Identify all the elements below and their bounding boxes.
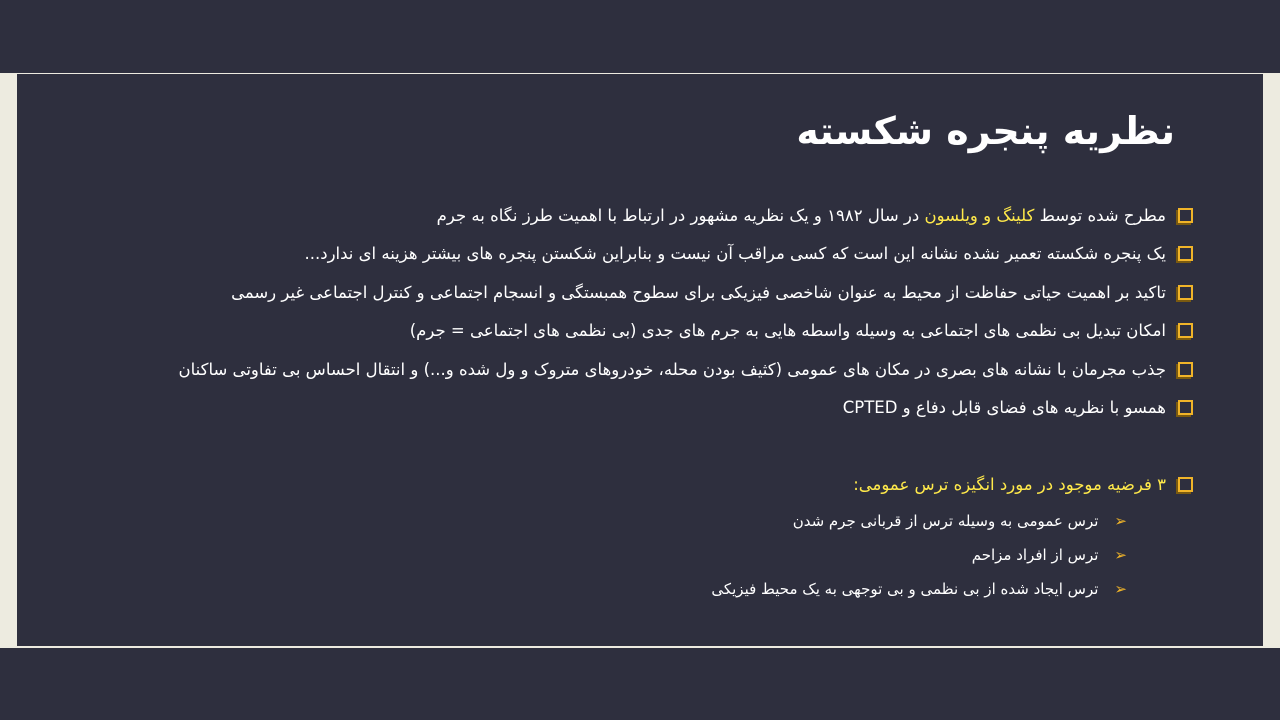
arrow-bullet-icon: ➢ [1114,580,1127,598]
bullet-item [178,273,1193,312]
section-heading [853,464,1193,504]
square-bullet-icon [1178,285,1193,300]
sub-bullet-item [711,538,1127,572]
sub-bullet-list [711,504,1127,606]
section-heading-text: ۳ فرضیه موجود در مورد انگیزه ترس عمومی: [853,474,1166,494]
arrow-bullet-icon: ➢ [1114,512,1127,530]
sub-bullet-text: ترس از افراد مزاحم [971,546,1099,564]
highlight-names: کلینگ و ویلسون [924,205,1035,225]
sub-bullet-text: ترس عمومی به وسیله ترس از قربانی جرم شدن [792,512,1099,530]
slide-panel [17,74,1263,646]
bullet-item [178,235,1193,274]
bullet-item [178,350,1193,389]
bullet-list [178,196,1193,427]
slide-title: نظریه پنجره شکسته [796,109,1175,153]
hypothesis-section [853,464,1193,504]
sub-bullet-item [711,572,1127,606]
bullet-text: یک پنجره شکسته تعمیر نشده نشانه این است که کسی مراقب آن نیست و بنابراین شکستن پنجره های بیشتر هزینه ای ندارد... [304,244,1166,264]
bullet-item [178,389,1193,428]
arrow-bullet-icon: ➢ [1114,546,1127,564]
slide-frame [0,73,1280,648]
square-bullet-icon [1178,246,1193,261]
bullet-text: امکان تبدیل بی نظمی های اجتماعی به وسیله واسطه هایی به جرم های جدی (بی نظمی های اجتماعی = جرم) [409,321,1166,341]
square-bullet-icon [1178,208,1193,223]
sub-bullet-item [711,504,1127,538]
bullet-text: جذب مجرمان با نشانه های بصری در مکان های عمومی (کثیف بودن محله، خودروهای متروک و ول شده و...) و انتقال احساس بی تفاوتی ساکنان [178,359,1166,379]
square-bullet-icon [1178,477,1193,492]
bullet-text: مطرح شده توسط کلینگ و ویلسون در سال ۱۹۸۲ و یک نظریه مشهور در ارتباط با اهمیت طرز نگاه به جرم [436,205,1166,225]
square-bullet-icon [1178,400,1193,415]
bullet-item [178,196,1193,235]
bullet-text: تاکید بر اهمیت حیاتی حفاظت از محیط به عنوان شاخصی فیزیکی برای سطوح همبستگی و انسجام اجتماعی و کنترل اجتماعی غیر رسمی [231,282,1166,302]
sub-bullet-text: ترس ایجاد شده از بی نظمی و بی توجهی به یک محیط فیزیکی [711,580,1099,598]
square-bullet-icon [1178,323,1193,338]
bullet-item [178,312,1193,351]
square-bullet-icon [1178,362,1193,377]
bullet-text: همسو با نظریه های فضای قابل دفاع و CPTED [842,398,1166,418]
